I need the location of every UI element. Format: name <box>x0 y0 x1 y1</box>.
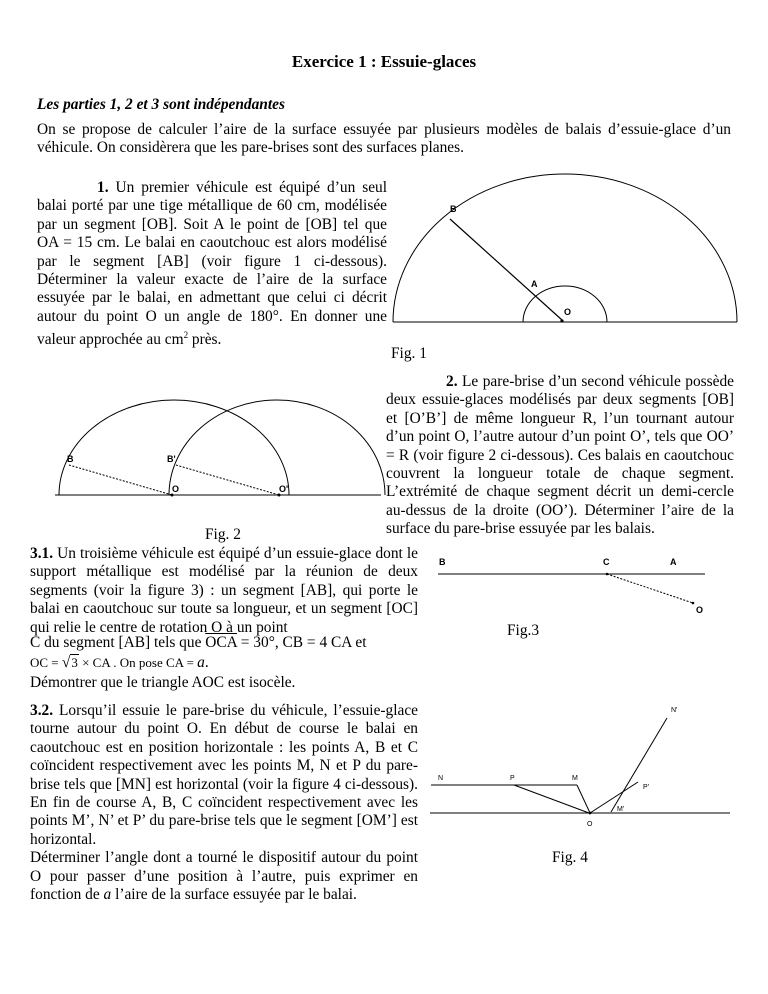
fig4-label-n-prime: N' <box>671 707 678 714</box>
fig4-label-m-prime: M' <box>617 806 625 813</box>
figure-2 <box>55 400 385 505</box>
part31-line3-end: . <box>204 654 209 671</box>
part31-text: Un troisième véhicule est équipé d’un essuie-glace dont le support métallique est modélisé par la réunion de deux segments (voir la figure 3) : un segment [AB], qui porte le balai en caoutchouc sur toute sa longueur, et un segment [OC] qui relie le centre de rotation O à un point <box>30 545 418 636</box>
subtitle: Les parties 1, 2 et 3 sont indépendantes <box>37 96 285 113</box>
part32-paragraph <box>30 702 418 904</box>
fig2-label-o: O <box>172 484 180 494</box>
part32-question-end: l’aire de la surface essuyée par le balai. <box>111 886 357 904</box>
figure-3 <box>437 555 712 615</box>
fig1-label-a: A <box>531 279 538 289</box>
part2-text: Le pare-brise d’un second véhicule possède deux essuie-glaces modélisés par deux segments [OB] et [O’B’] de même longueur R, l’un tournant autour d’un point O, l’autre autour d’un point O’, tels que OO’ = R (voir figure 2 ci-dessous). Ces balais en caoutchouc couvrent la longueur totale de chaque segment. L’extrémité de chaque segment décrit un demi-cercle au-dessus de la droite (OO’). Déterminer l’aire de la surface du pare-brise essuyée par les balais. <box>386 373 734 538</box>
part32-text: Lorsqu’il essuie le pare-brise du véhicule, l’essuie-glace tourne autour du point O. En début de course le balai en caoutchouc est en position horizontale : les points A, B et C coïncident respectivement avec les points M, N et P du pare-brise tels que [MN] est horizontal (voir la figure 4 ci-dessous). En fin de course A, B, C coïncident respectivement avec les points M’, N’ et P’ du pare-brise tels que le segment [OM’] est horizontal. <box>30 702 418 848</box>
fig4-label-o: O <box>587 821 593 828</box>
fig2-label-b: B <box>67 454 74 464</box>
part1-sup: 2 <box>183 330 189 341</box>
var-a: a <box>197 654 205 671</box>
fig4-label-n: N <box>438 775 444 782</box>
part1-text: Un premier véhicule est équipé d’un seul balai porté par une tige métallique de 60 cm, modélisée par un segment [OB]. Soit A le point de [OB] tel que OA = 15 cm. Le balai en caoutchouc est alors modélisé par le segment [AB] (voir figure 1 ci-dessous). Déterminer la valeur exacte de l’aire de la surface essuyée par le balai, en admettant que celui ci décrit autour du point O un angle de 180°. En donner une valeur approchée au cm <box>37 179 387 349</box>
fig3-label-a: A <box>670 557 677 567</box>
fig3-label-b: B <box>439 557 446 567</box>
part31-line3-mid: × CA . On pose CA = <box>78 655 198 670</box>
angle-ocA: $\overline{OCA}$ <box>205 634 237 651</box>
fig4-label-p: P <box>510 775 515 782</box>
part1-number: 1. <box>97 179 109 196</box>
part31-line2 <box>30 634 420 652</box>
exercise-title: Exercice 1 : Essuie-glaces <box>291 52 477 71</box>
fig3-caption: Fig.3 <box>507 622 540 639</box>
var-a-2: a <box>103 886 112 904</box>
sqrt-radicand: 3 <box>71 655 78 670</box>
fig2-label-b-prime: B' <box>167 454 176 464</box>
fig3-label-o: O <box>696 605 704 615</box>
part31-line2-start: C du segment [AB] tels que <box>30 634 206 651</box>
figure-1 <box>390 174 740 334</box>
part2-number: 2. <box>446 373 458 390</box>
fig4-label-p-prime: P' <box>643 784 650 791</box>
fig4-label-m: M <box>572 775 578 782</box>
fig3-label-c: C <box>603 557 610 567</box>
part32-question: Déterminer l’angle dont a tourné le dispositif autour du point O pour passer d’une position à l’autre, puis exprimer en fonction de <box>30 849 418 904</box>
part1-paragraph <box>37 179 387 350</box>
fig2-caption: Fig. 2 <box>205 526 241 543</box>
fig2-label-o-prime: O' <box>279 484 289 494</box>
fig1-label-o: O <box>564 307 572 317</box>
part2-paragraph <box>386 373 734 539</box>
fig1-caption: Fig. 1 <box>391 345 427 362</box>
figure-4 <box>430 700 740 828</box>
part31-line4: Démontrer que le triangle AOC est isocèle. <box>30 674 296 691</box>
part31-line3-start: OC = <box>30 655 62 670</box>
part31-paragraph <box>30 545 418 637</box>
part31-number: 3.1. <box>30 545 54 562</box>
part31-line3: OC = √3 × CA . On pose CA = a. <box>30 654 209 671</box>
fig1-label-b: B <box>450 204 457 214</box>
part31-line2-end: = 30°, CB = 4 CA et <box>236 634 367 651</box>
fig4-caption: Fig. 4 <box>552 849 588 866</box>
intro-paragraph: On se propose de calculer l’aire de la surface essuyée par plusieurs modèles de balais d’essuie-glace d’un véhicule. On considèrera que les pare-brises sont des surfaces planes. <box>37 121 731 157</box>
part1-text-end: près. <box>188 331 222 349</box>
part32-number: 3.2. <box>30 702 54 719</box>
